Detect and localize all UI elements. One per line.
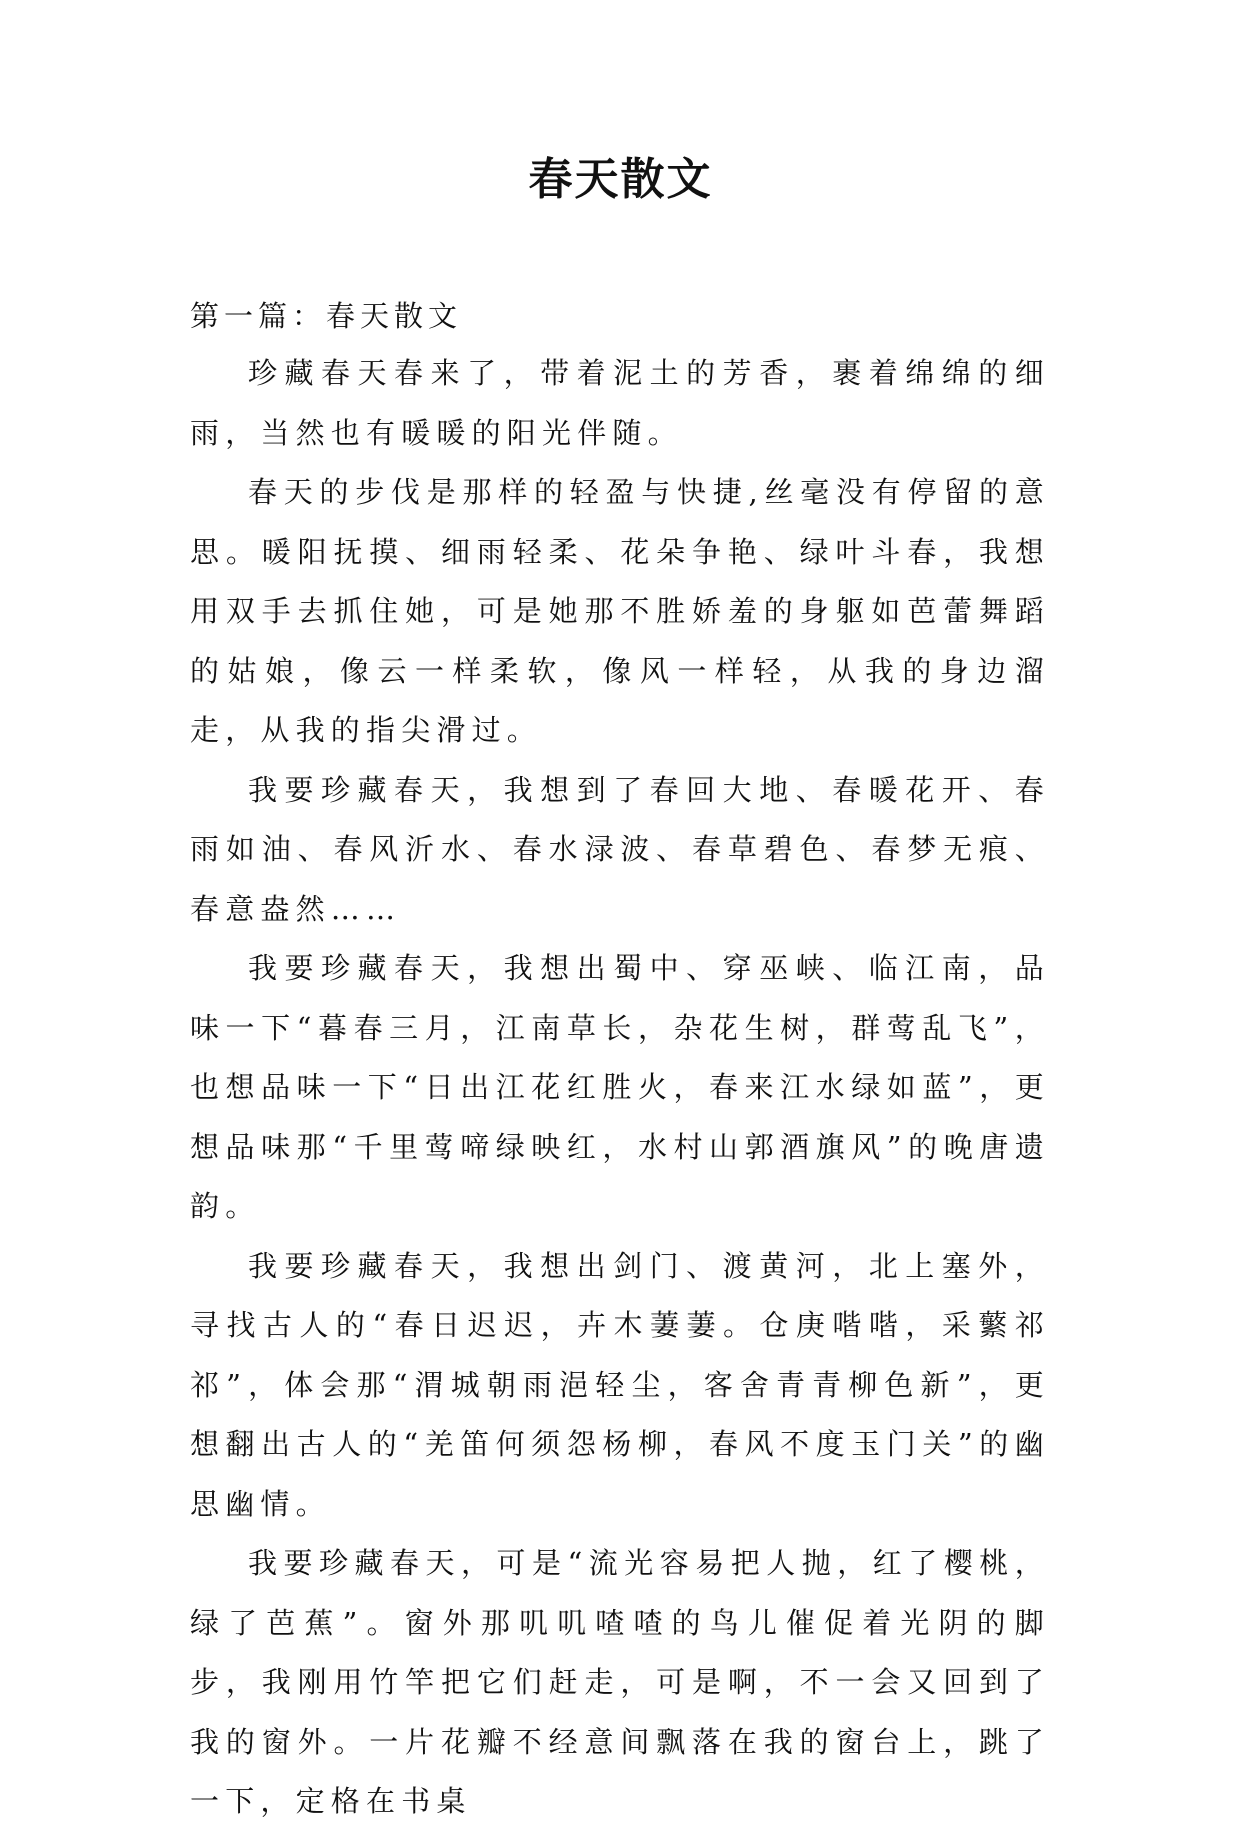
paragraph: 我要珍藏春天，我想出剑门、渡黄河，北上塞外，寻找古人的“春日迟迟，卉木萋萋。仓庚喈喈，采蘩祁祁”，体会那“渭城朝雨浥轻尘，客舍青青柳色新”，更想翻出古人的“羌笛何须怨杨柳，春风不度玉门关”的幽思幽情。 [190, 1248, 1050, 1521]
paragraph: 我要珍藏春天，我想到了春回大地、春暖花开、春雨如油、春风沂水、春水渌波、春草碧色、春梦无痕、春意盎然…… [190, 772, 1050, 926]
document-title: 春天散文 [528, 154, 713, 205]
paragraph: 春天的步伐是那样的轻盈与快捷,丝毫没有停留的意思。暖阳抚摸、细雨轻柔、花朵争艳、绿叶斗春，我想用双手去抓住她，可是她那不胜娇羞的身躯如芭蕾舞蹈的姑娘，像云一样柔软，像风一样轻，从我的身边溜走，从我的指尖滑过。 [190, 475, 1050, 747]
paragraph: 我要珍藏春天，可是“流光容易把人抛，红了樱桃，绿了芭蕉”。窗外那叽叽喳喳的鸟儿催促着光阴的脚步，我刚用竹竿把它们赶走，可是啊，不一会又回到了我的窗外。一片花瓣不经意间飘落在我的窗台上，跳了一下，定格在书桌 [190, 1546, 1050, 1818]
section-heading: 第一篇：春天散文 [190, 299, 463, 333]
paragraph: 我要珍藏春天，我想出蜀中、穿巫峡、临江南，品味一下“暮春三月，江南草长，杂花生树，群莺乱飞”，也想品味一下“日出江花红胜火，春来江水绿如蓝”，更想品味那“千里莺啼绿映红，水村山郭酒旗风”的晚唐遗韵。 [190, 951, 1050, 1223]
body-text [190, 344, 1050, 1832]
paragraph: 珍藏春天春来了，带着泥土的芳香，裹着绵绵的细雨，当然也有暖暖的阳光伴随。 [190, 356, 1050, 450]
